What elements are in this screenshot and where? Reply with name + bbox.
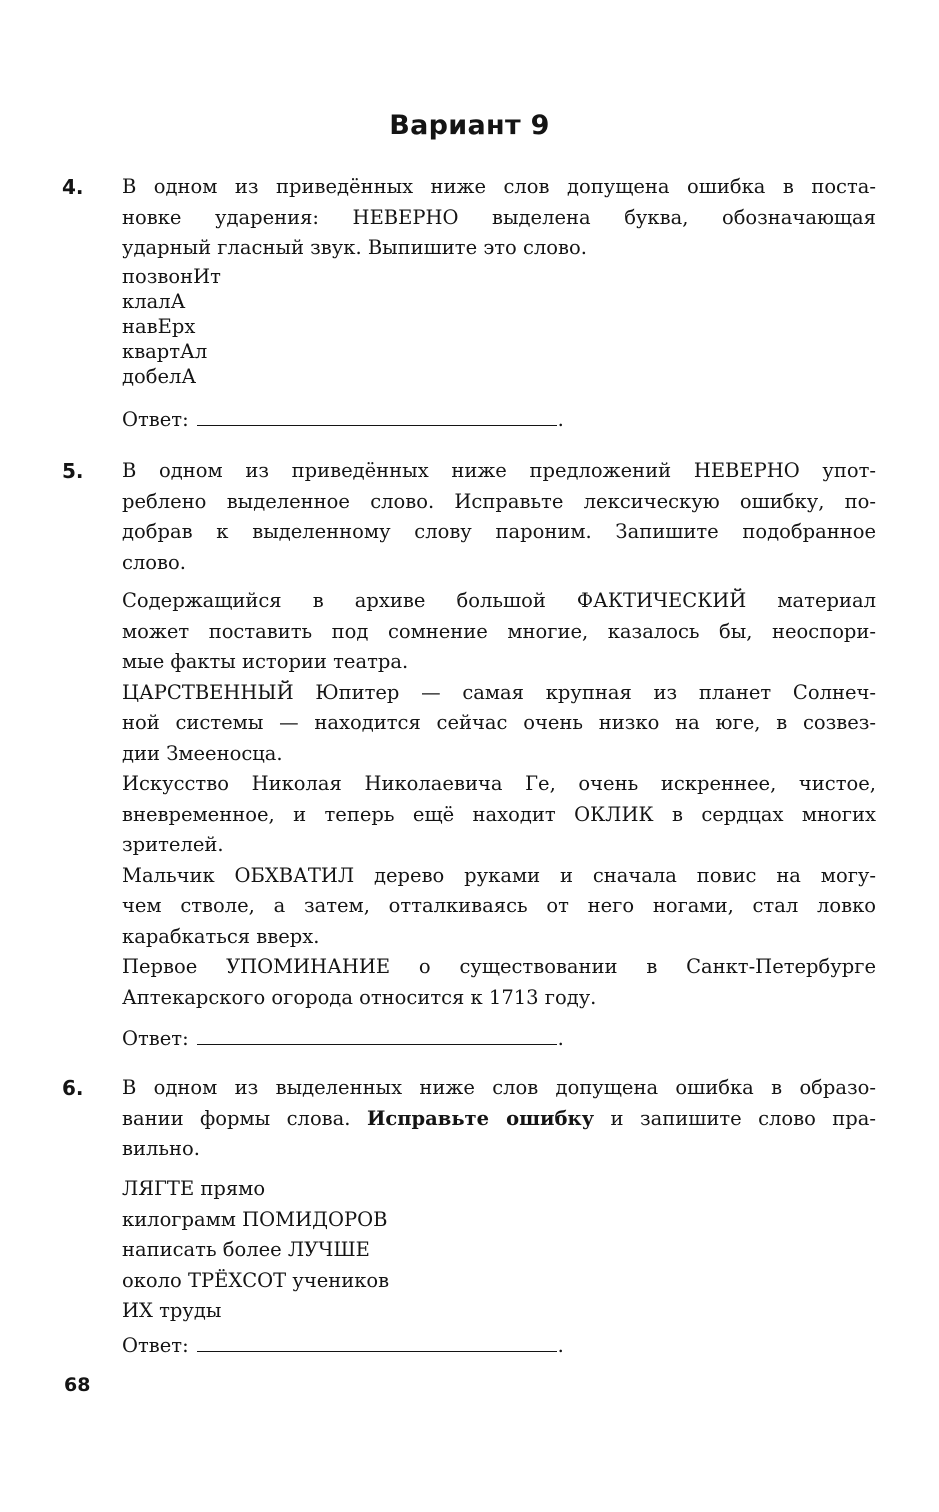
sentence-line: вневременное, и теперь ещё находит ОКЛИК в сердцах многих bbox=[122, 802, 876, 826]
question-line: В одном из выделенных ниже слов допущена ошибка в образо- bbox=[122, 1076, 876, 1099]
answer-period: . bbox=[557, 1027, 564, 1050]
task-question bbox=[122, 456, 876, 578]
sentence-line: Мальчик ОБХВАТИЛ дерево руками и сначала повис на могу- bbox=[122, 863, 876, 887]
sentence-line: Искусство Николая Николаевича Ге, очень искреннее, чистое, bbox=[122, 772, 876, 795]
sentence-line: чем стволе, а затем, отталкиваясь от него ногами, стал ловко bbox=[122, 894, 876, 917]
word-list bbox=[122, 1174, 389, 1327]
question-line: В одном из приведённых ниже слов допущена ошибка в поста- bbox=[122, 175, 876, 198]
question-text: вании формы слова. bbox=[122, 1106, 351, 1130]
list-item: клалА bbox=[122, 290, 186, 313]
sentence-line: Первое УПОМИНАНИЕ о существовании в Санкт-Петербурге bbox=[122, 955, 876, 978]
task-question bbox=[122, 172, 876, 264]
sentence-line: Содержащийся в архиве большой ФАКТИЧЕСКИЙ материал bbox=[122, 589, 876, 612]
list-item: килограмм ПОМИДОРОВ bbox=[122, 1207, 388, 1231]
list-item: около ТРЁХСОТ учеников bbox=[122, 1268, 390, 1292]
question-line: добрав к выделенному слову пароним. Запишите подобранное bbox=[122, 520, 876, 543]
answer-field[interactable] bbox=[197, 1331, 557, 1352]
question-line: В одном из приведённых ниже предложений НЕВЕРНО упот- bbox=[122, 459, 876, 482]
task-number: 4. bbox=[62, 175, 84, 199]
sentence-line: мые факты истории театра. bbox=[122, 650, 409, 673]
task-number: 6. bbox=[62, 1076, 84, 1100]
page-title: Вариант 9 bbox=[389, 110, 550, 141]
sentence-list bbox=[122, 586, 876, 1013]
word-list bbox=[122, 264, 221, 389]
question-line: реблено выделенное слово. Исправьте лексическую ошибку, по- bbox=[122, 489, 876, 513]
sentence-line: карабкаться вверх. bbox=[122, 924, 320, 948]
answer-row bbox=[122, 1331, 564, 1359]
list-item: добелА bbox=[122, 365, 197, 388]
question-line: слово. bbox=[122, 550, 186, 574]
answer-row bbox=[122, 405, 564, 433]
question-line: ударный гласный звук. Выпишите это слово. bbox=[122, 236, 587, 259]
answer-label: Ответ: bbox=[122, 408, 189, 431]
list-item: позвонИт bbox=[122, 265, 221, 288]
page-number: 68 bbox=[64, 1374, 91, 1396]
list-item: написать более ЛУЧШЕ bbox=[122, 1238, 370, 1261]
sentence-line: ной системы — находится сейчас очень низко на юге, в созвез- bbox=[122, 711, 876, 734]
list-item: квартАл bbox=[122, 340, 208, 363]
sentence-line: Аптекарского огорода относится к 1713 году. bbox=[122, 985, 597, 1009]
sentence-line: ЦАРСТВЕННЫЙ Юпитер — самая крупная из планет Солнеч- bbox=[122, 680, 876, 704]
answer-period: . bbox=[557, 1334, 564, 1357]
answer-field[interactable] bbox=[197, 405, 557, 426]
question-text: и запишите слово пра- bbox=[610, 1106, 876, 1130]
answer-label: Ответ: bbox=[122, 1027, 189, 1050]
sentence-line: может поставить под сомнение многие, казалось бы, неоспори- bbox=[122, 619, 876, 643]
list-item: ИХ труды bbox=[122, 1299, 222, 1322]
answer-label: Ответ: bbox=[122, 1334, 189, 1357]
sentence-line: дии Змееносца. bbox=[122, 741, 283, 765]
task-question bbox=[122, 1073, 876, 1165]
list-item: навЕрх bbox=[122, 315, 196, 338]
question-line: вильно. bbox=[122, 1137, 200, 1160]
list-item: ЛЯГТЕ прямо bbox=[122, 1177, 266, 1200]
emphasis-text: Исправьте ошибку bbox=[366, 1106, 595, 1130]
question-line bbox=[122, 1104, 876, 1135]
task-number: 5. bbox=[62, 459, 84, 483]
answer-row bbox=[122, 1024, 564, 1052]
question-line: новке ударения: НЕВЕРНО выделена буква, обозначающая bbox=[122, 205, 876, 229]
sentence-line: зрителей. bbox=[122, 833, 224, 856]
answer-field[interactable] bbox=[197, 1024, 557, 1045]
answer-period: . bbox=[557, 408, 564, 431]
